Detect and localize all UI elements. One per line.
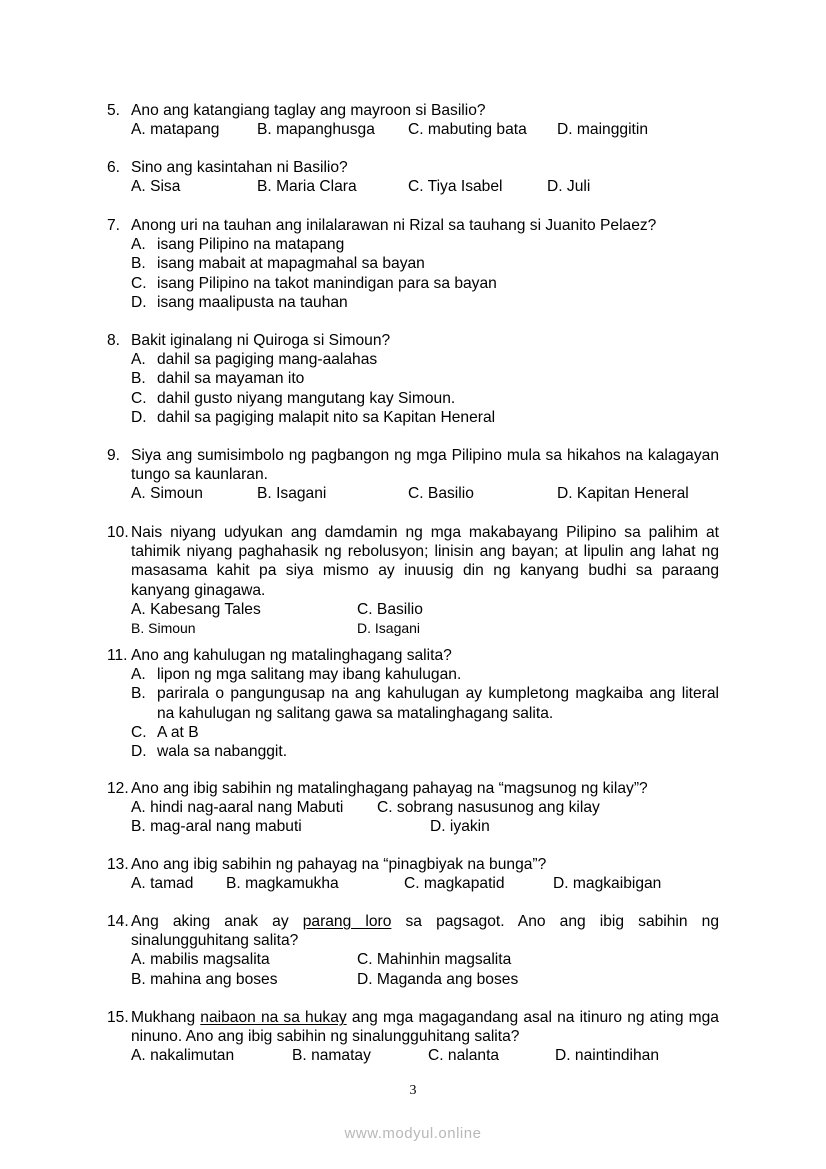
option-d: D. iyakin [430,818,490,836]
stem-text: Mukhang [131,1009,201,1026]
option-text: dahil sa mayaman ito [157,370,305,388]
question-number: 7. [107,217,121,234]
option-text: isang Pilipino na takot manindigan para sa bayan [157,274,497,292]
option-a: A. Sisa [131,178,181,196]
option-c: C. Basilio [408,485,474,503]
option-c: C. Basilio [357,600,423,618]
option-text: parirala o pangungusap na ang kahulugan ay kumpletong magkaiba ang literal na kahulugan ng salitang gawa sa matalinghagang salita. [157,685,719,722]
question-stem: Ano ang ibig sabihin ng matalinghagang pahayag na “magsunog ng kilay”? [131,780,648,797]
option-b: B. Maria Clara [257,178,357,196]
question-6 [107,158,719,196]
option-letter: B. [131,370,146,388]
question-14 [107,912,719,989]
option-letter: C. [131,723,147,741]
question-15 [107,1008,719,1066]
underlined-phrase: parang loro [302,913,392,930]
option-b: B. mag-aral nang mabuti [131,818,302,836]
option-a: A. nakalimutan [131,1047,235,1065]
question-stem: Sino ang kasintahan ni Basilio? [131,159,348,176]
underlined-phrase: naibaon na sa hukay [200,1009,347,1026]
question-number: 9. [107,447,121,464]
question-8 [107,331,719,427]
option-letter: A. [131,351,146,369]
question-stem: Anong uri na tauhan ang inilalarawan ni Rizal sa tauhang si Juanito Pelaez? [131,217,657,234]
question-stem: Ano ang ibig sabihin ng pahayag na “pinagbiyak na bunga”? [131,856,547,873]
stem-text: Ang aking anak ay [131,913,303,930]
option-b: B. mapanghusga [257,121,375,139]
option-letter: C. [131,274,147,292]
option-text: wala sa nabanggit. [157,743,288,761]
option-d: D. Kapitan Heneral [557,485,689,503]
question-stem: Bakit iginalang ni Quiroga si Simoun? [131,332,391,349]
option-d: D. Isagani [357,620,421,636]
option-b: B. mahina ang boses [131,970,278,988]
question-10 [107,523,719,637]
question-9 [107,446,719,504]
option-a: A. Simoun [131,485,203,503]
option-c [131,274,719,293]
option-d: D. magkaibigan [553,875,662,893]
option-a: A. tamad [131,875,194,893]
option-a [131,665,719,684]
option-d: D. naintindihan [555,1047,660,1065]
option-a [131,350,719,369]
question-stem: Ano ang katangiang taglay ang mayroon si Basilio? [131,102,486,119]
question-stem [131,912,719,950]
option-c [131,389,719,408]
option-text: isang Pilipino na matapang [157,236,345,254]
option-letter: B. [131,255,146,273]
question-number: 15. [107,1009,129,1026]
option-letter: A. [131,666,146,684]
question-number: 10. [107,524,129,541]
option-c: C. mabuting bata [408,121,527,139]
option-text: lipon ng mga salitang may ibang kahulugan. [157,666,462,684]
option-text: dahil gusto niyang mangutang kay Simoun. [157,389,456,407]
option-text: dahil sa pagiging malapit nito sa Kapitan Heneral [157,408,496,426]
option-d: D. Maganda ang boses [357,970,519,988]
option-text: isang mabait at mapagmahal sa bayan [157,255,425,273]
option-b [131,254,719,273]
option-d [131,408,719,427]
option-c [131,723,719,742]
question-number: 12. [107,780,129,797]
question-number: 6. [107,159,121,176]
option-c: C. sobrang nasusunog ang kilay [377,799,600,817]
question-stem [131,1008,719,1046]
question-11 [107,646,719,761]
question-number: 8. [107,332,121,349]
option-b: B. magkamukha [226,875,339,893]
question-number: 13. [107,856,129,873]
option-a [131,235,719,254]
question-5 [107,101,719,139]
option-d: D. Juli [547,178,591,196]
option-a: A. mabilis magsalita [131,951,270,969]
question-number: 14. [107,913,129,930]
option-c: C. magkapatid [404,875,505,893]
option-d [131,293,719,312]
option-c: C. Mahinhin magsalita [357,951,512,969]
stem-text: ang mga magagandang asal na itinuro ng ating mga ninuno. Ano ang ibig sabihin ng sinalungguhitang salita? [131,1009,719,1046]
option-b [131,684,719,722]
option-letter: D. [131,408,147,426]
option-b: B. namatay [292,1047,371,1065]
question-number: 11. [107,647,128,664]
option-letter: C. [131,389,147,407]
option-a: A. hindi nag-aaral nang Mabuti [131,799,344,817]
option-b: B. Simoun [131,620,196,636]
option-text: isang maalipusta na tauhan [157,293,348,311]
question-7 [107,216,719,312]
question-stem: Siya ang sumisimbolo ng pagbangon ng mga Pilipino mula sa hikahos na kalagayan tungo sa kaunlaran. [131,447,719,484]
page-number: 3 [409,1083,417,1098]
question-number: 5. [107,102,121,119]
option-d [131,742,719,761]
option-b: B. Isagani [257,485,327,503]
option-text: A at B [157,723,199,741]
question-13 [107,855,719,893]
option-letter: D. [131,293,147,311]
option-b [131,369,719,388]
question-stem: Nais niyang udyukan ang damdamin ng mga makabayang Pilipino sa palihim at tahimik niyang paghahasik ng rebolusyon; linisin ang bayan; at lipulin ang lahat ng masasama kahit pa siya mismo ay inuusig din ng kanyang budhi sa paraang kanyang ginagawa. [131,524,719,599]
stem-text: sa pagsagot. Ano ang ibig sabihin ng sinalungguhitang salita? [131,913,720,950]
option-c: C. nalanta [428,1047,500,1065]
option-c: C. Tiya Isabel [408,178,503,196]
option-d: D. mainggitin [557,121,649,139]
option-a: A. Kabesang Tales [131,600,261,618]
question-12 [107,779,719,837]
option-letter: D. [131,743,147,761]
option-letter: A. [131,236,146,254]
option-letter: B. [131,685,146,703]
question-stem: Ano ang kahulugan ng matalinghagang salita? [131,647,452,664]
watermark: www.modyul.online [344,1125,482,1142]
option-a: A. matapang [131,121,220,139]
option-text: dahil sa pagiging mang-aalahas [157,351,378,369]
